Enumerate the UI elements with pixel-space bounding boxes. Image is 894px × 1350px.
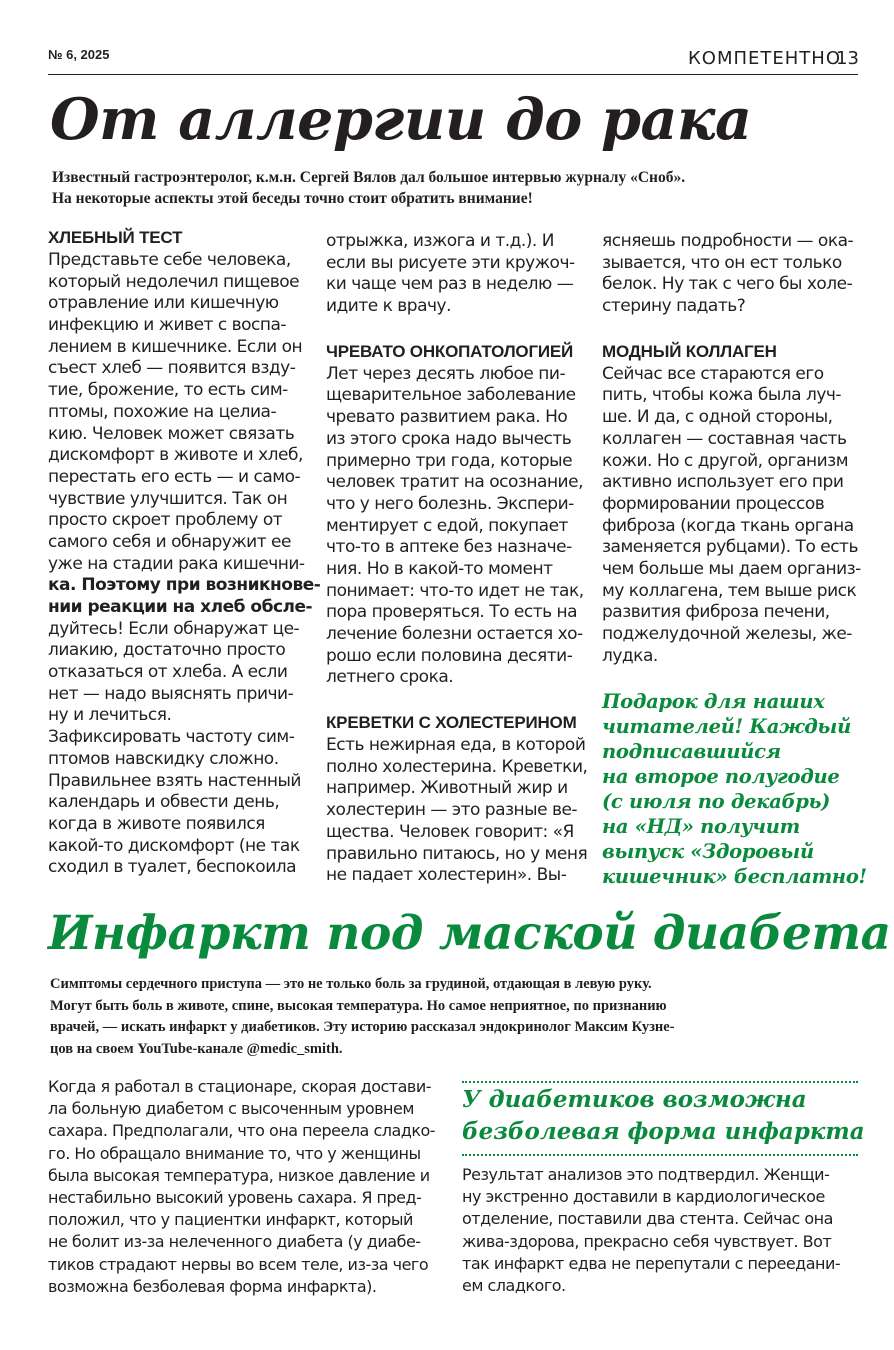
text-line: развития фиброза печени, <box>602 602 830 623</box>
text-line: нет — надо выяснять причи- <box>48 683 294 704</box>
promo-line: читателей! Каждый <box>602 715 851 739</box>
text-line: щества. Человек говорит: «Я <box>326 821 574 842</box>
callout-line: У диабетиков возможна <box>462 1086 807 1113</box>
promo-line: на «НД» получит <box>602 815 800 839</box>
text-line: из этого срока надо вычесть <box>326 428 572 449</box>
text-line: рошо если половина десяти- <box>326 645 573 666</box>
text-line: зывается, что он ест только <box>602 252 842 273</box>
text-line: положил, что у пациентки инфаркт, который <box>48 1210 413 1230</box>
text-line: человек тратит на осознание, <box>326 472 583 493</box>
text-line: тие, брожение, то есть сим- <box>48 380 288 401</box>
text-line: лиакию, достаточно просто <box>48 640 286 661</box>
header-rule <box>48 74 858 75</box>
subheading-shrimp-cholesterol: КРЕВЕТКИ С ХОЛЕСТЕРИНОМ <box>326 713 577 733</box>
text-line: Сейчас все стараются его <box>602 363 824 384</box>
text-line: чем больше мы даем организ- <box>602 558 861 579</box>
text-line: отказаться от хлеба. А если <box>48 662 288 683</box>
text-line: кожи. Но с другой, организм <box>602 450 849 471</box>
text-line: возможна безболевая форма инфаркта). <box>48 1276 377 1296</box>
text-line: дискомфорт в животе и хлеб, <box>48 445 303 466</box>
text-line: съест хлеб — появится взду- <box>48 358 296 379</box>
article1-column-1 <box>48 228 321 879</box>
text-line: поджелудочной железы, же- <box>602 624 852 644</box>
callout-rule-top <box>462 1081 858 1083</box>
text-line: который недолечил пищевое <box>48 271 300 292</box>
text-line: если вы рисуете эти кружоч- <box>326 252 575 273</box>
article2-column-1 <box>48 1076 448 1298</box>
text-line: правильно питаюсь, но у меня <box>326 843 588 864</box>
text-line: ментирует с едой, покупает <box>326 515 568 536</box>
text-line: полно холестерина. Креветки, <box>326 756 588 777</box>
text-line: лением в кишечнике. Если он <box>48 336 303 357</box>
subheading-bread-test: ХЛЕБНЫЙ ТЕСТ <box>48 228 183 247</box>
subheading-collagen: МОДНЫЙ КОЛЛАГЕН <box>602 341 777 361</box>
text-line: жива-здорова, прекрасно себя чувствует. Вот <box>462 1231 832 1251</box>
text-line: ем сладкого. <box>462 1275 566 1295</box>
text-line: календарь и обвести день, <box>48 792 280 813</box>
text-line: инфекцию и живет с воспа- <box>48 315 287 336</box>
text-line: Когда я работал в стационаре, скорая достави- <box>48 1077 432 1096</box>
text-line: отделение, поставили два стента. Сейчас она <box>462 1209 833 1229</box>
text-line: так инфаркт едва не перепутали с переедани- <box>462 1253 841 1273</box>
callout-rule-bottom <box>462 1154 858 1156</box>
text-line: примерно три года, которые <box>326 450 573 471</box>
text-line: сахара. Предполагали, что она переела сладко- <box>48 1121 436 1141</box>
text-line: Лет через десять любое пи- <box>326 363 566 384</box>
text-line: Зафиксировать частоту сим- <box>48 727 295 748</box>
article1-column-2 <box>326 231 588 887</box>
text-line: Есть нежирная еда, в которой <box>326 735 586 756</box>
article2-lead-line: Симптомы сердечного приступа — это не только боль за грудиной, отдающая в левую руку. <box>50 976 652 992</box>
text-line: когда в животе появился <box>48 813 265 834</box>
text-line: активно использует его при <box>602 472 844 493</box>
section-collagen-text <box>602 364 862 668</box>
callout-line: безболевая форма инфаркта <box>462 1118 865 1145</box>
text-line: сходил в туалет, беспокоила <box>48 857 297 878</box>
text-line: ния. Но в какой-то момент <box>326 558 553 579</box>
text-line: го. Но обращало внимание то, что у женщины <box>48 1143 421 1163</box>
promo-line: (с июля по декабрь) <box>602 790 831 814</box>
text-line: нестабильно высокий уровень сахара. Я пред- <box>48 1187 422 1207</box>
text-line: не падает холестерин». Вы- <box>326 865 567 886</box>
article2-title: Инфаркт под маской диабета <box>48 906 891 961</box>
text-line: Представьте себе человека, <box>48 250 291 270</box>
subscription-promo <box>602 689 867 889</box>
article2-lead-line: цов на своем YouTube-канале @medic_smith. <box>50 1040 343 1057</box>
text-line: му коллагена, тем выше риск <box>602 580 857 601</box>
text-line: пора проверяться. То есть на <box>326 602 578 623</box>
text-line: не болит из-за нелеченного диабета (у диабе- <box>48 1232 421 1252</box>
text-line: что-то в аптеке без назначе- <box>326 537 572 558</box>
text-line: дуйтесь! Если обнаружат це- <box>48 618 300 639</box>
article1-title: От аллергии до рака <box>50 86 752 153</box>
text-line: кию. Человек может связать <box>48 423 295 444</box>
article2-lead-line: врачей, — искать инфаркт у диабетиков. Эту историю рассказал эндокринолог Максим Кузне- <box>50 1019 675 1035</box>
issue-number: № 6, 2025 <box>48 47 110 62</box>
text-line: была высокая температура, низкое давление и <box>48 1165 430 1185</box>
text-line: ки чаще чем раз в неделю — <box>326 274 574 295</box>
text-line: самого себя и обнаружит ее <box>48 531 291 552</box>
text-line: ну экстренно доставили в кардиологическое <box>462 1187 825 1207</box>
text-line: пить, чтобы кожа была луч- <box>602 385 842 406</box>
article1-column-3 <box>602 231 867 889</box>
text-line: например. Животный жир и <box>326 778 568 799</box>
text-line-bold: ка. Поэтому при возникнове- <box>48 575 321 596</box>
text-line: лечение болезни остается хо- <box>326 624 583 644</box>
text-line: чувствие улучшится. Так он <box>48 488 288 509</box>
section-bread-test-text <box>48 250 321 879</box>
text-line: тиков страдают нервы во всем теле, из-за чего <box>48 1254 429 1274</box>
section-oncopathology-text <box>326 364 584 689</box>
text-line: коллаген — составная часть <box>602 428 847 449</box>
article2-lead <box>50 974 860 1060</box>
text-line: чревато развитием рака. Но <box>326 407 568 428</box>
text-line: белок. Ну так с чего бы холе- <box>602 274 853 295</box>
text-line: отрыжка, изжога и т.д.). И <box>326 231 554 251</box>
text-line: ше. И да, с одной стороны, <box>602 407 833 428</box>
text-line: что у него болезнь. Экспери- <box>326 493 574 514</box>
text-line: ясняешь подробности — ока- <box>602 231 854 251</box>
promo-line: кишечник» бесплатно! <box>602 865 867 889</box>
article1-lead-line: Известный гастроэнтеролог, к.м.н. Сергей Вялов дал большое интервью журналу «Сноб». <box>52 169 686 186</box>
article2-column-2 <box>462 1164 862 1297</box>
text-line: ну и лечиться. <box>48 705 172 726</box>
text-line: холестерин — это разные ве- <box>326 800 578 821</box>
promo-line: подписавшийся <box>602 740 781 764</box>
promo-line: выпуск «Здоровый <box>602 840 814 864</box>
text-line-bold: нии реакции на хлеб обсле- <box>48 597 313 617</box>
text-line: летнего срока. <box>326 667 454 688</box>
text-line: уже на стадии рака кишечни- <box>48 553 305 574</box>
text-line: щеварительное заболевание <box>326 385 576 406</box>
text-line: какой-то дискомфорт (не так <box>48 835 300 856</box>
article2-lead-line: Могут быть боль в животе, спине, высокая температура. Но самое неприятное, по признанию <box>50 997 667 1014</box>
text-line: стерину падать? <box>602 296 746 317</box>
section-shrimp-continued <box>602 231 862 318</box>
text-line: формировании процессов <box>602 493 825 514</box>
text-line: понимает: что-то идет не так, <box>326 580 584 601</box>
text-line: отравление или кишечную <box>48 293 279 314</box>
article1-lead-line: На некоторые аспекты этой беседы точно стоит обратить внимание! <box>52 190 533 207</box>
text-line: фиброза (когда ткань органа <box>602 515 854 536</box>
page-number: 13 <box>836 48 859 69</box>
text-line: Правильнее взять настенный <box>48 770 301 791</box>
text-line: перестать его есть — и само- <box>48 466 301 487</box>
text-line: птомы, похожие на целиа- <box>48 401 277 422</box>
callout-heading <box>462 1084 865 1148</box>
section-name: КОМПЕТЕНТНО <box>688 48 841 69</box>
text-line: просто скроет проблему от <box>48 510 283 531</box>
text-line: птомов навскидку сложно. <box>48 748 279 769</box>
text-line: заменяется рубцами). То есть <box>602 537 858 558</box>
promo-line: на второе полугодие <box>602 765 840 789</box>
text-line: Результат анализов это подтвердил. Женщи- <box>462 1165 830 1184</box>
promo-line: Подарок для наших <box>602 690 825 714</box>
text-line: идите к врачу. <box>326 296 452 317</box>
text-line: ла больную диабетом с высоченным уровнем <box>48 1099 414 1119</box>
subheading-oncopathology: ЧРЕВАТО ОНКОПАТОЛОГИЕЙ <box>326 341 574 361</box>
section-bread-test-continued <box>326 231 584 318</box>
section-shrimp-cholesterol-text <box>326 735 588 887</box>
text-line: лудка. <box>602 645 658 666</box>
article1-lead <box>52 167 852 209</box>
